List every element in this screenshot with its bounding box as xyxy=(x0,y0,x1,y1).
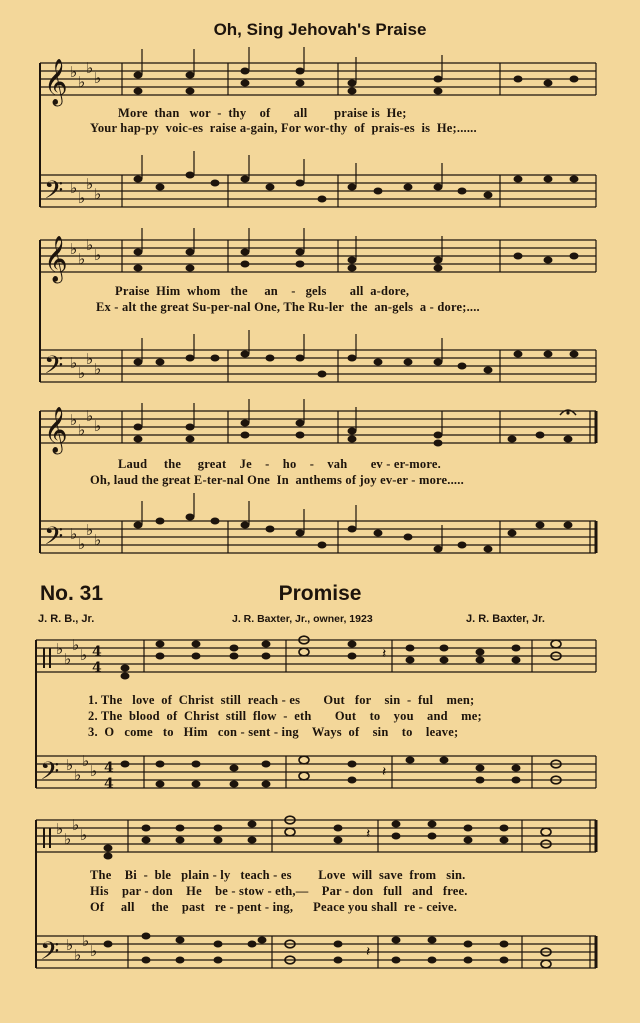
svg-text:𝄢: 𝄢 xyxy=(44,522,64,557)
svg-text:♭: ♭ xyxy=(78,189,86,207)
svg-text:♭: ♭ xyxy=(70,354,78,372)
svg-text:♭: ♭ xyxy=(70,525,78,543)
svg-text:♭: ♭ xyxy=(80,646,88,664)
svg-text:𝄽: 𝄽 xyxy=(366,944,371,960)
svg-text:♭: ♭ xyxy=(78,73,86,91)
hymn-number: No. 31 xyxy=(40,582,104,605)
svg-text:𝄞: 𝄞 xyxy=(44,407,68,453)
lyric-line: 1. The love of Christ still reach - es Out for sin - ful men; xyxy=(88,693,475,707)
svg-text:♭: ♭ xyxy=(94,246,102,264)
svg-text:𝄽: 𝄽 xyxy=(382,764,387,780)
svg-text:𝄢: 𝄢 xyxy=(44,351,64,386)
svg-text:𝄢: 𝄢 xyxy=(40,757,60,792)
lyric-line: Your hap-py voic-es raise a-gain, For wor-thy of prais-es is He;...... xyxy=(90,121,477,135)
svg-text:4: 4 xyxy=(104,776,114,792)
lyric-line: Oh, laud the great E-ter-nal One In anthems of joy ev-er - more..... xyxy=(90,473,464,487)
svg-text:♭: ♭ xyxy=(86,175,94,193)
svg-text:♭: ♭ xyxy=(94,417,102,435)
svg-text:♭: ♭ xyxy=(82,932,90,950)
svg-text:𝄢: 𝄢 xyxy=(44,176,64,211)
svg-text:𝄞: 𝄞 xyxy=(44,236,68,282)
svg-text:♭: ♭ xyxy=(78,535,86,553)
svg-text:♭: ♭ xyxy=(66,936,74,954)
svg-text:♭: ♭ xyxy=(70,240,78,258)
svg-text:♭: ♭ xyxy=(56,820,64,838)
lyric-line: Ex - alt the great Su-per-nal One, The Ru-ler the an-gels a - dore;.... xyxy=(96,300,480,314)
svg-text:♭: ♭ xyxy=(82,752,90,770)
svg-text:♭: ♭ xyxy=(64,830,72,848)
svg-text:♭: ♭ xyxy=(90,762,98,780)
svg-text:♭: ♭ xyxy=(80,826,88,844)
svg-text:♭: ♭ xyxy=(86,236,94,254)
svg-text:𝄢: 𝄢 xyxy=(40,937,60,972)
svg-text:♭: ♭ xyxy=(90,942,98,960)
lyric-line: Of all the past re - pent - ing, Peace you shall re - ceive. xyxy=(90,900,458,914)
svg-text:♭: ♭ xyxy=(78,421,86,439)
lyric-line: His par - don He be - stow - eth,— Par - don full and free. xyxy=(90,884,468,898)
svg-text:♭: ♭ xyxy=(74,946,82,964)
music-system-1 xyxy=(0,55,640,225)
svg-text:♭: ♭ xyxy=(78,364,86,382)
hymn-title: Oh, Sing Jehovah's Praise xyxy=(213,20,427,39)
svg-text:♭: ♭ xyxy=(94,69,102,87)
svg-text:4: 4 xyxy=(104,760,114,776)
svg-text:𝄽: 𝄽 xyxy=(382,646,387,662)
svg-text:♭: ♭ xyxy=(70,179,78,197)
svg-text:♭: ♭ xyxy=(94,531,102,549)
svg-text:♭: ♭ xyxy=(70,411,78,429)
lyric-line: 3. O come to Him con - sent - ing Ways of sin to leave; xyxy=(88,725,459,739)
svg-text:𝄽: 𝄽 xyxy=(366,826,371,842)
svg-text:♭: ♭ xyxy=(56,640,64,658)
svg-text:♭: ♭ xyxy=(86,407,94,425)
svg-text:♭: ♭ xyxy=(72,636,80,654)
lyricist-credit: J. R. B., Jr. xyxy=(38,613,95,625)
svg-text:♭: ♭ xyxy=(70,63,78,81)
svg-text:♭: ♭ xyxy=(64,650,72,668)
lyric-line: 2. The blood of Christ still flow - eth Out to you and me; xyxy=(88,709,482,723)
svg-text:𝄞: 𝄞 xyxy=(44,59,68,105)
lyric-line: More than wor - thy of all praise is He; xyxy=(118,106,407,120)
svg-text:♭: ♭ xyxy=(66,756,74,774)
svg-text:♭: ♭ xyxy=(74,766,82,784)
svg-text:4: 4 xyxy=(92,660,102,676)
lyric-line: The Bi - ble plain - ly teach - es Love will save from sin. xyxy=(90,868,466,882)
lyric-line: Laud the great Je - ho - vah ev - er-more. xyxy=(118,457,441,471)
svg-text:♭: ♭ xyxy=(86,521,94,539)
svg-text:♭: ♭ xyxy=(86,350,94,368)
lyric-line: Praise Him whom the an - gels all a-dore, xyxy=(115,284,410,298)
svg-text:♭: ♭ xyxy=(94,185,102,203)
svg-text:4: 4 xyxy=(92,644,102,660)
svg-text:♭: ♭ xyxy=(78,250,86,268)
svg-text:♭: ♭ xyxy=(86,59,94,77)
copyright-credit: J. R. Baxter, Jr., owner, 1923 xyxy=(232,613,373,625)
svg-text:♭: ♭ xyxy=(72,816,80,834)
composer-credit: J. R. Baxter, Jr. xyxy=(466,613,545,625)
svg-text:♭: ♭ xyxy=(94,360,102,378)
hymn-title: Promise xyxy=(278,582,362,605)
